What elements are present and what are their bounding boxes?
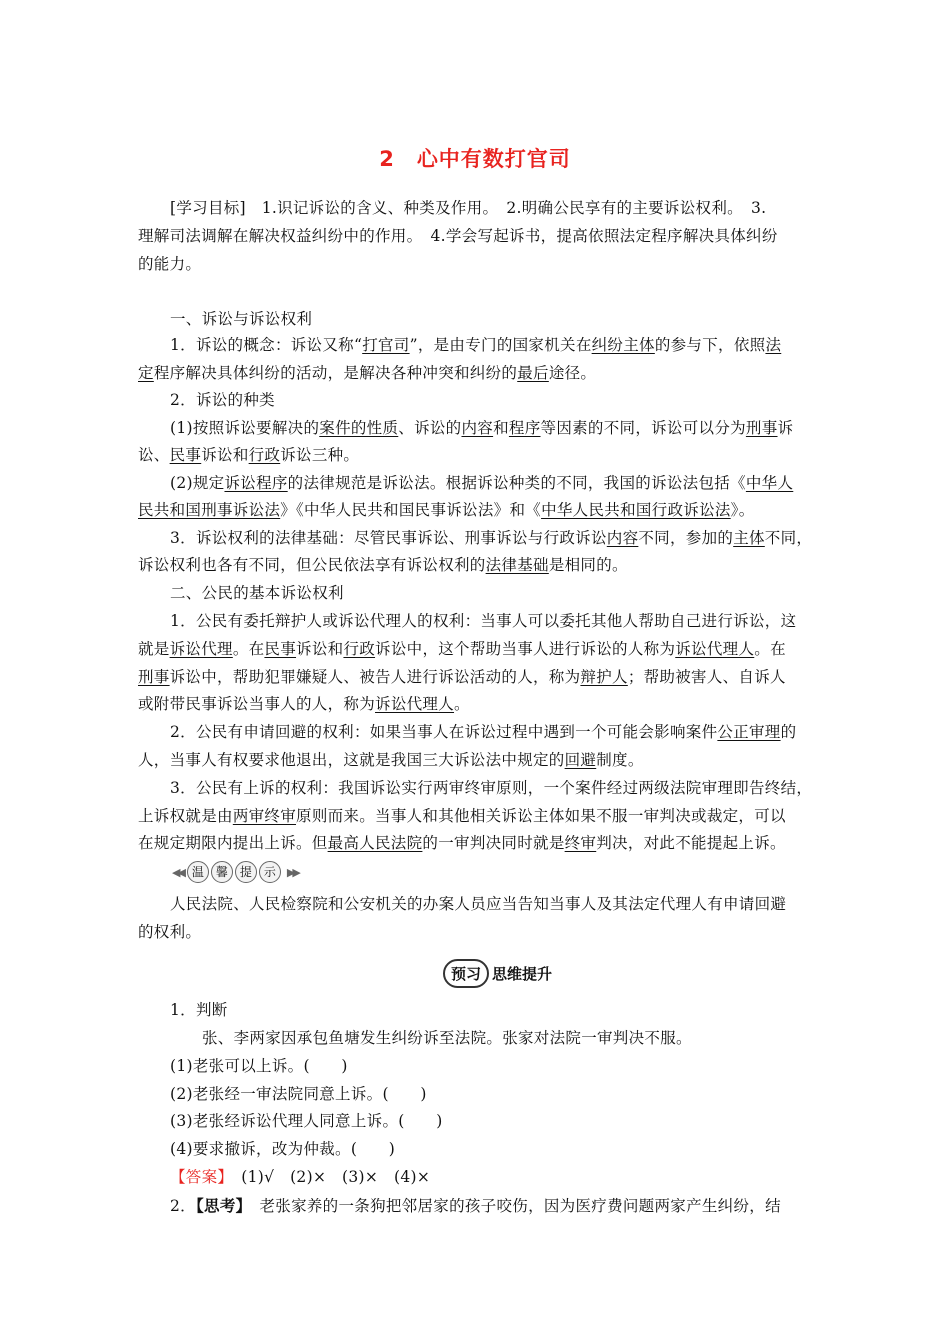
paragraph-line: 3．诉讼权利的法律基础：尽管民事诉讼、刑事诉讼与行政诉讼内容不同，参加的主体不同， (170, 529, 813, 547)
paragraph-line: 1．公民有委托辩护人或诉讼代理人的权利：当事人可以委托其他人帮助自己进行诉讼，这 (170, 612, 797, 630)
answer-line: 【答案】 (1)√ (2)× (3)× (4)× (170, 1168, 431, 1186)
paragraph-line: 定程序解决具体纠纷的活动，是解决各种冲突和纠纷的最后途径。 (138, 364, 597, 382)
double-left-arrow-icon: ◀◀ (172, 865, 183, 879)
exercise-option: (3)老张经诉讼代理人同意上诉。( ) (170, 1112, 443, 1130)
exercise-option: (1)老张可以上诉。( ) (170, 1057, 348, 1075)
learning-goals-line: 的能力。 (138, 255, 202, 273)
answer-label: 【答案】 (170, 1168, 226, 1186)
section-heading: 二、公民的基本诉讼权利 (170, 584, 344, 602)
tip-text: 人民法院、人民检察院和公安机关的办案人员应当告知当事人及其法定代理人有申请回避 (170, 895, 787, 913)
paragraph-line: 人，当事人有权要求他退出，这就是我国三大诉讼法中规定的回避制度。 (138, 751, 644, 769)
section-heading: 一、诉讼与诉讼权利 (170, 310, 313, 328)
tip-text: 的权利。 (138, 923, 202, 941)
exercise-option: (4)要求撤诉，改为仲裁。( ) (170, 1140, 396, 1158)
paragraph-line: 就是诉讼代理。在民事诉讼和行政诉讼中，这个帮助当事人进行诉讼的人称为诉讼代理人。在 (138, 640, 786, 658)
learning-goals-line: [学习目标] 1.识记诉讼的含义、种类及作用。 2.明确公民享有的主要诉讼权利。 3. (170, 199, 767, 217)
tip-char: 提 (235, 861, 257, 883)
tip-char: 温 (187, 861, 209, 883)
paragraph-line: 民共和国刑事诉讼法》《中华人民共和国民事诉讼法》和《中华人民共和国行政诉讼法》。 (138, 501, 755, 519)
paragraph-line: 3．公民有上诉的权利：我国诉讼实行两审终审原则，一个案件经过两级法院审理即告终结， (170, 779, 813, 797)
paragraph-line: 1．诉讼的概念：诉讼又称“打官司”，是由专门的国家机关在纠纷主体的参与下，依照法 (170, 336, 782, 354)
page-title: 2 心中有数打官司 (379, 147, 571, 171)
exercise-stem: 张、李两家因承包鱼塘发生纠纷诉至法院。张家对法院一审判决不服。 (202, 1029, 692, 1047)
paragraph-line: (1)按照诉讼要解决的案件的性质、诉讼的内容和程序等因素的不同，诉讼可以分为刑事诉 (170, 419, 794, 437)
paragraph-line: (2)规定诉讼程序的法律规范是诉讼法。根据诉讼种类的不同，我国的诉讼法包括《中华人 (170, 474, 794, 492)
tip-label (168, 860, 302, 884)
double-right-arrow-icon: ▶▶ (286, 865, 298, 879)
section-banner: 预习 思维提升 (443, 957, 552, 989)
learning-goals-line: 理解司法调解在解决权益纠纷中的作用。 4.学会写起诉书，提高依照法定程序解决具体纠纷 (138, 227, 778, 245)
paragraph-line: 刑事诉讼中，帮助犯罪嫌疑人、被告人进行诉讼活动的人，称为辩护人；帮助被害人、自诉人 (138, 668, 786, 686)
exercise-option: (2)老张经一审法院同意上诉。( ) (170, 1085, 427, 1103)
tip-char: 馨 (211, 861, 233, 883)
paragraph-line: 2．公民有申请回避的权利：如果当事人在诉讼过程中遇到一个可能会影响案件公正审理的 (170, 723, 797, 741)
paragraph-line: 2．诉讼的种类 (170, 391, 275, 409)
paragraph-line: 上诉权就是由两审终审原则而来。当事人和其他相关诉讼主体如果不服一审判决或裁定，可以 (138, 807, 786, 825)
exercise-heading: 1．判断 (170, 1001, 228, 1019)
paragraph-line: 讼、民事诉讼和行政诉讼三种。 (138, 446, 360, 464)
tip-char: 示 (259, 861, 281, 883)
exercise-heading: 2．【思考】 老张家养的一条狗把邻居家的孩子咬伤，因为医疗费问题两家产生纠纷，结 (170, 1196, 781, 1215)
paragraph-line: 在规定期限内提出上诉。但最高人民法院的一审判决同时就是终审判决，对此不能提起上诉。 (138, 834, 786, 852)
banner-badge: 预习 (443, 959, 489, 988)
paragraph-line: 或附带民事诉讼当事人的人，称为诉讼代理人。 (138, 695, 470, 713)
paragraph-line: 诉讼权利也各有不同，但公民依法享有诉讼权利的法律基础是相同的。 (138, 556, 628, 574)
